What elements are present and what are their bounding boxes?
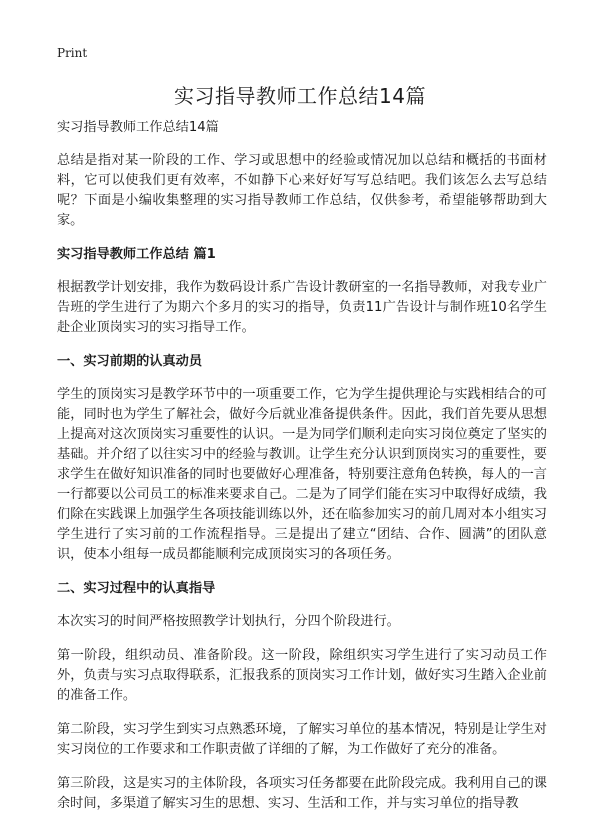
part2-paragraph-4: 第三阶段，这是实习的主体阶段，各项实习任务都要在此阶段完成。我利用自己的课余时间，多渠道了解实习生的思想、实习、生活和工作，并与实习单位的指导教 [57,776,547,811]
part-heading-2: 二、实习过程中的认真指导 [57,581,216,596]
section-paragraph: 根据教学计划安排，我作为数码设计系广告设计教研室的一名指导教师，对我专业广告班的学生进行了为期六个多月的实习的指导，负责11广告设计与制作班10名学生赴企业顶岗实习的实习指导工作。 [57,280,547,335]
section-heading: 实习指导教师工作总结 篇1 [57,247,216,262]
print-label: Print [57,46,88,60]
document-subtitle: 实习指导教师工作总结14篇 [57,120,219,135]
part1-paragraph: 学生的顶岗实习是教学环节中的一项重要工作，它为学生提供理论与实践相结合的可能，同时也为学生了解社会，做好今后就业准备提供条件。因此，我们首先要从思想上提高对这次顶岗实习重要性的认识。一是为同学们顺利走向实习岗位奠定了坚实的基础。并介绍了以往实习中的经验与教训。让学生充分认识到顶岗实习的重要性，要求学生在做好知识准备的同时也要做好心理准备，特别要注意角色转换，每人的一言一行都要以公司员工的标准来要求自己。二是为了同学们能在实习中取得好成绩，我们除在实践课上加强学生各项技能训练以外，还在临参加实习的前几周对本小组实习学生进行了实习前的工作流程指导。三是提出了建立“团结、合作、圆满”的团队意识，使本小组每一成员都能顺利完成顶岗实习的各项任务。 [57,387,547,562]
part2-paragraph-3: 第二阶段，实习学生到实习点熟悉环境，了解实习单位的基本情况，特别是让学生对实习岗位的工作要求和工作职责做了详细的了解，为工作做好了充分的准备。 [57,722,547,757]
page-title: 实习指导教师工作总结14篇 [174,84,426,108]
intro-paragraph: 总结是指对某一阶段的工作、学习或思想中的经验或情况加以总结和概括的书面材料，它可以使我们更有效率，不如静下心来好好写写总结吧。我们该怎么去写总结呢？下面是小编收集整理的实习指导教师工作总结，仅供参考，希望能够帮助到大家。 [57,153,547,228]
part2-paragraph-2: 第一阶段，组织动员、准备阶段。这一阶段，除组织实习学生进行了实习动员工作外，负责与实习点取得联系，汇报我系的顶岗实习工作计划，做好实习生踏入企业前的准备工作。 [57,648,547,703]
part2-paragraph-1: 本次实习的时间严格按照教学计划执行，分四个阶段进行。 [57,614,400,629]
part-heading-1: 一、实习前期的认真动员 [57,354,203,369]
document-body [57,118,547,828]
